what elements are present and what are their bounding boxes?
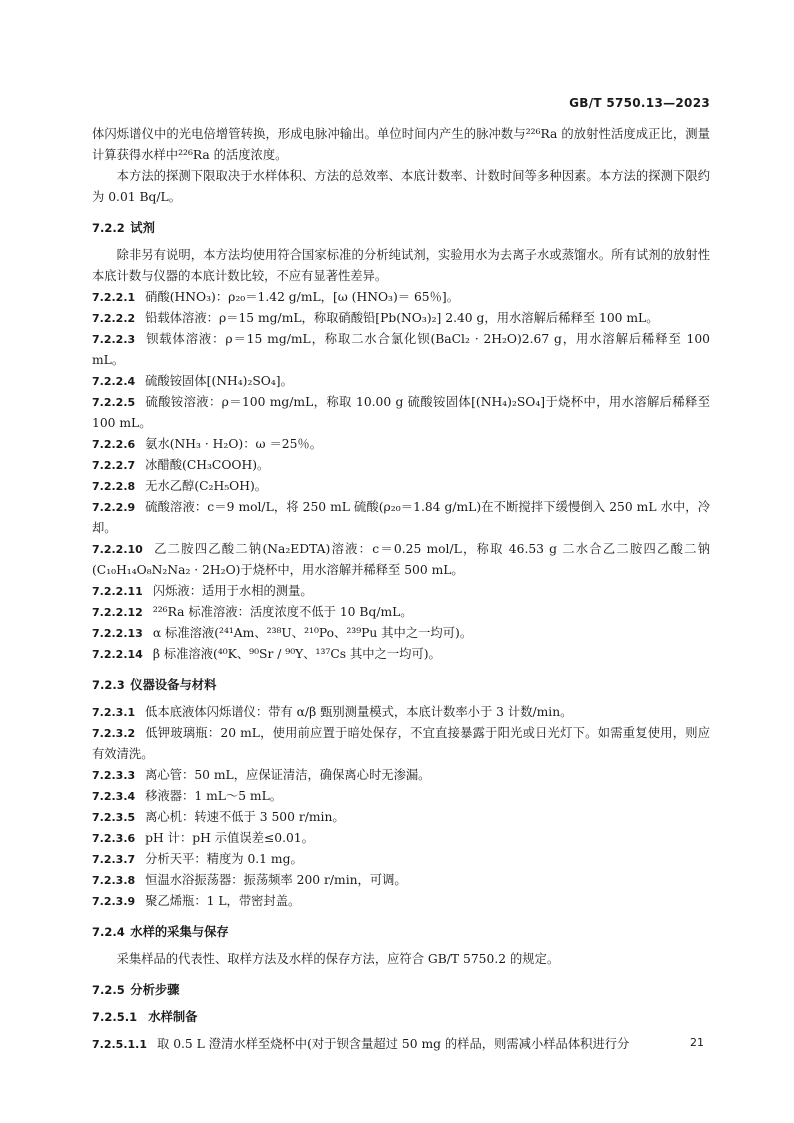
item-text: 恒温水浴振荡器：振荡频率 200 r/min，可调。 bbox=[145, 873, 407, 887]
list-item bbox=[92, 644, 710, 665]
section-title: 分析步骤 bbox=[130, 983, 180, 997]
intro-paragraph-2: 本方法的探测下限取决于水样体积、方法的总效率、本底计数率、计数时间等多种因素。本方法的探测下限约为 0.01 Bq/L。 bbox=[92, 169, 710, 204]
item-number: 7.2.3.2 bbox=[92, 727, 136, 740]
item-number: 7.2.2.7 bbox=[92, 459, 136, 472]
section-title: 水样的采集与保存 bbox=[130, 925, 229, 939]
list-item bbox=[92, 581, 710, 602]
section-number: 7.2.4 bbox=[92, 925, 125, 939]
item-text: 乙二胺四乙酸二钠(Na₂EDTA)溶液：c＝0.25 mol/L，称取 46.53 g 二水合乙二胺四乙酸二钠(C₁₀H₁₄O₈N₂Na₂ · 2H₂O)于烧杯中，用水溶解并稀释至 500 mL。 bbox=[92, 542, 710, 577]
item-text: 闪烁液：适用于水相的测量。 bbox=[152, 584, 313, 598]
list-item bbox=[92, 849, 710, 870]
item-number: 7.2.2.2 bbox=[92, 312, 136, 325]
section-heading-7-2-4 bbox=[92, 922, 710, 943]
list-item bbox=[92, 539, 710, 581]
item-number: 7.2.2.5 bbox=[92, 396, 136, 409]
item-text: 移液器：1 mL～5 mL。 bbox=[145, 789, 283, 803]
item-number: 7.2.3.5 bbox=[92, 811, 136, 824]
section-heading-7-2-3 bbox=[92, 675, 710, 696]
item-text: 硫酸溶液：c＝9 mol/L，将 250 mL 硫酸(ρ₂₀＝1.84 g/mL)在不断搅拌下缓慢倒入 250 mL 水中，冷却。 bbox=[92, 500, 710, 535]
item-number: 7.2.3.8 bbox=[92, 874, 136, 887]
item-number: 7.2.2.1 bbox=[92, 291, 136, 304]
item-number: 7.2.3.1 bbox=[92, 706, 136, 719]
list-item bbox=[92, 891, 710, 912]
item-text: 聚乙烯瓶：1 L，带密封盖。 bbox=[145, 894, 301, 908]
item-number: 7.2.2.14 bbox=[92, 648, 143, 661]
list-item bbox=[92, 828, 710, 849]
item-text: 铅载体溶液：ρ＝15 mg/mL，称取硝酸铅[Pb(NO₃)₂] 2.40 g，用水溶解后稀释至 100 mL。 bbox=[145, 311, 659, 325]
section-number: 7.2.3 bbox=[92, 678, 125, 692]
item-number: 7.2.2.10 bbox=[92, 543, 143, 556]
item-number: 7.2.3.3 bbox=[92, 769, 136, 782]
intro-paragraph-1: 体闪烁谱仪中的光电倍增管转换，形成电脉冲输出。单位时间内产生的脉冲数与²²⁶Ra 的放射性活度成正比，测量计算获得水样中²²⁶Ra 的活度浓度。 bbox=[92, 127, 710, 162]
item-number: 7.2.3.7 bbox=[92, 853, 136, 866]
equipment-list bbox=[92, 702, 710, 912]
item-number: 7.2.2.12 bbox=[92, 606, 143, 619]
list-item bbox=[92, 807, 710, 828]
item-text: 取 0.5 L 澄清水样至烧杯中(对于钡含量超过 50 mg 的样品，则需减小样品体积进行分 bbox=[156, 1037, 630, 1051]
list-item bbox=[92, 371, 710, 392]
item-number: 7.2.2.9 bbox=[92, 501, 136, 514]
item-text: 硝酸(HNO₃)：ρ₂₀＝1.42 g/mL，[ω (HNO₃)＝ 65％]。 bbox=[145, 290, 460, 304]
list-item bbox=[92, 870, 710, 891]
list-item bbox=[92, 455, 710, 476]
item-text: pH 计：pH 示值误差≤0.01。 bbox=[145, 831, 314, 845]
list-item bbox=[92, 392, 710, 434]
section-heading-7-2-5 bbox=[92, 980, 710, 1001]
item-number: 7.2.2.4 bbox=[92, 375, 136, 388]
item-text: 无水乙醇(C₂H₅OH)。 bbox=[145, 479, 268, 493]
list-item bbox=[92, 702, 710, 723]
sampling-paragraph: 采集样品的代表性、取样方法及水样的保存方法，应符合 GB/T 5750.2 的规定。 bbox=[116, 952, 560, 966]
page-number: 21 bbox=[690, 1036, 704, 1049]
item-number: 7.2.3.6 bbox=[92, 832, 136, 845]
item-number: 7.2.2.6 bbox=[92, 438, 136, 451]
item-number: 7.2.2.13 bbox=[92, 627, 143, 640]
list-item bbox=[92, 623, 710, 644]
list-item bbox=[92, 497, 710, 539]
list-item bbox=[92, 329, 710, 371]
page-content bbox=[92, 124, 710, 1055]
section-title: 试剂 bbox=[130, 221, 155, 235]
list-item bbox=[92, 434, 710, 455]
section-number: 7.2.5 bbox=[92, 983, 125, 997]
item-text: 离心机：转速不低于 3 500 r/min。 bbox=[145, 810, 345, 824]
item-text: 低钾玻璃瓶：20 mL，使用前应置于暗处保存，不宜直接暴露于阳光或日光灯下。如需重复使用，则应有效清洗。 bbox=[92, 726, 710, 761]
section-heading-7-2-2 bbox=[92, 218, 710, 239]
item-text: 低本底液体闪烁谱仪：带有 α/β 甄别测量模式，本底计数率小于 3 计数/min。 bbox=[145, 705, 573, 719]
item-text: α 标准溶液(²⁴¹Am、²³⁸U、²¹⁰Po、²³⁹Pu 其中之一均可)。 bbox=[152, 626, 473, 640]
section-heading-7-2-5-1 bbox=[92, 1007, 710, 1028]
step-7-2-5-1-1 bbox=[92, 1034, 710, 1055]
item-text: 氨水(NH₃ · H₂O)：ω ＝25％。 bbox=[145, 437, 322, 451]
list-item bbox=[92, 602, 710, 623]
item-text: 冰醋酸(CH₃COOH)。 bbox=[145, 458, 270, 472]
list-item bbox=[92, 723, 710, 765]
reagent-list bbox=[92, 287, 710, 665]
list-item bbox=[92, 786, 710, 807]
item-number: 7.2.5.1.1 bbox=[92, 1038, 147, 1051]
item-number: 7.2.2.8 bbox=[92, 480, 136, 493]
item-number: 7.2.3.9 bbox=[92, 895, 136, 908]
item-text: 分析天平：精度为 0.1 mg。 bbox=[145, 852, 303, 866]
item-number: 7.2.2.11 bbox=[92, 585, 143, 598]
list-item bbox=[92, 476, 710, 497]
section-number: 7.2.2 bbox=[92, 221, 125, 235]
list-item bbox=[92, 308, 710, 329]
item-text: 硫酸铵固体[(NH₄)₂SO₄]。 bbox=[145, 374, 293, 388]
list-item bbox=[92, 765, 710, 786]
item-text: β 标准溶液(⁴⁰K、⁹⁰Sr / ⁹⁰Y、¹³⁷Cs 其中之一均可)。 bbox=[152, 647, 441, 661]
reagents-paragraph: 除非另有说明，本方法均使用符合国家标准的分析纯试剂，实验用水为去离子水或蒸馏水。所有试剂的放射性本底计数与仪器的本底计数比较，不应有显著性差异。 bbox=[92, 248, 710, 283]
item-number: 7.2.2.3 bbox=[92, 333, 136, 346]
item-number: 7.2.3.4 bbox=[92, 790, 136, 803]
item-text: 离心管：50 mL，应保证清洁，确保离心时无渗漏。 bbox=[145, 768, 431, 782]
item-text: 硫酸铵溶液：ρ＝100 mg/mL，称取 10.00 g 硫酸铵固体[(NH₄)₂SO₄]于烧杯中，用水溶解后稀释至 100 mL。 bbox=[92, 395, 710, 430]
section-number: 7.2.5.1 bbox=[92, 1010, 138, 1024]
item-text: 钡载体溶液：ρ＝15 mg/mL，称取二水合氯化钡(BaCl₂ · 2H₂O)2.67 g，用水溶解后稀释至 100 mL。 bbox=[92, 332, 710, 367]
section-title: 仪器设备与材料 bbox=[130, 678, 217, 692]
list-item bbox=[92, 287, 710, 308]
item-text: ²²⁶Ra 标准溶液：活度浓度不低于 10 Bq/mL。 bbox=[152, 605, 413, 619]
section-title: 水样制备 bbox=[148, 1010, 198, 1024]
standard-id: GB/T 5750.13—2023 bbox=[569, 96, 710, 110]
